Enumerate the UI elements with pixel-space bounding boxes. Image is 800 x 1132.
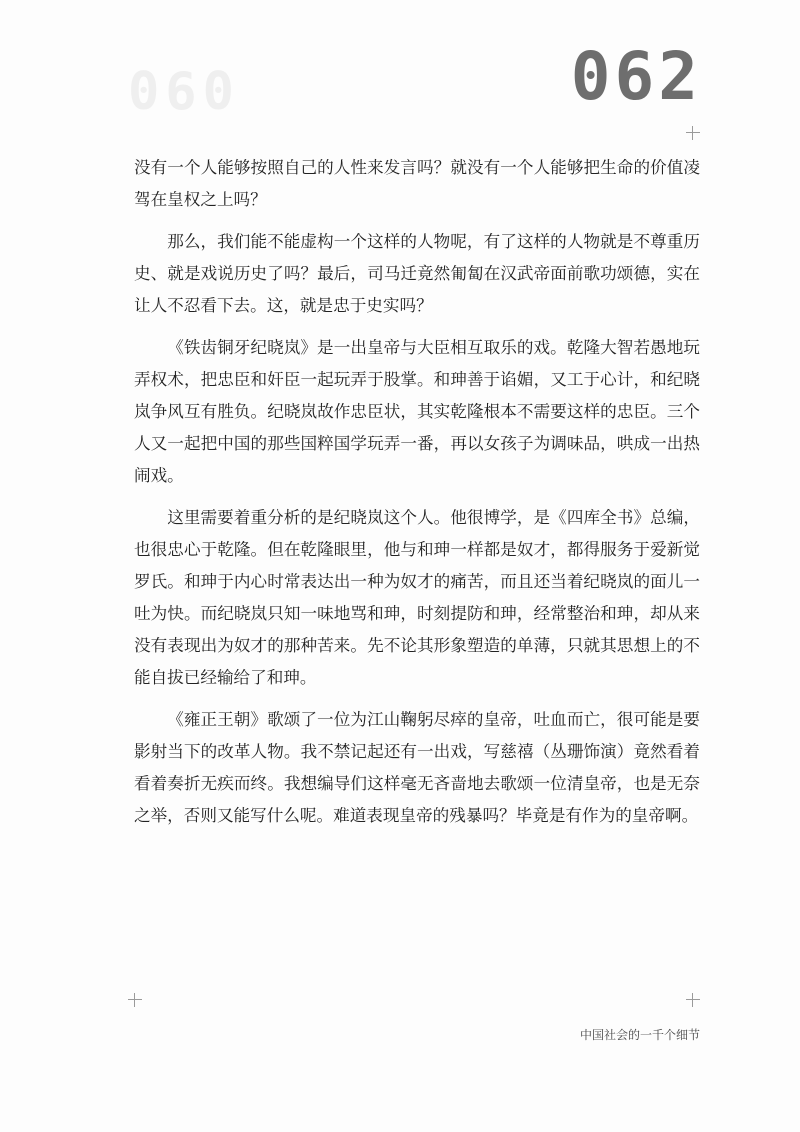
page-number: 062 (570, 38, 702, 115)
running-footer-book-title: 中国社会的一千个细节 (579, 1028, 700, 1042)
bleed-through-page-number: 060 (128, 62, 240, 122)
crop-mark-bottom-left (128, 993, 142, 1007)
paragraph: 这里需要着重分析的是纪晓岚这个人。他很博学，是《四库全书》总编，也很忠心于乾隆。但在乾隆眼里，他与和珅一样都是奴才，都得服务于爱新觉罗氏。和珅于内心时常表达出一种为奴才的痛苦，而且还当着纪晓岚的面儿一吐为快。而纪晓岚只知一味地骂和珅，时刻提防和珅，经常整治和珅，却从来没有表现出为奴才的那种苦来。先不论其形象塑造的单薄，只就其思想上的不能自拔已经输给了和珅。 (134, 508, 700, 687)
paragraph: 《雍正王朝》歌颂了一位为江山鞠躬尽瘁的皇帝，吐血而亡，很可能是要影射当下的改革人物。我不禁记起还有一出戏，写慈禧（丛珊饰演）竟然看着看着奏折无疾而终。我想编导们这样毫无吝啬地去歌颂一位清皇帝，也是无奈之举，否则又能写什么呢。难道表现皇帝的残暴吗？毕竟是有作为的皇帝啊。 (134, 710, 700, 825)
paragraph: 《铁齿铜牙纪晓岚》是一出皇帝与大臣相互取乐的戏。乾隆大智若愚地玩弄权术，把忠臣和奸臣一起玩弄于股掌。和珅善于谄媚，又工于心计，和纪晓岚争风互有胜负。纪晓岚故作忠臣状，其实乾隆根本不需要这样的忠臣。三个人又一起把中国的那些国粹国学玩弄一番，再以女孩子为调味品，哄成一出热闹戏。 (134, 338, 700, 485)
paragraph: 没有一个人能够按照自己的人性来发言吗？就没有一个人能够把生命的价值凌驾在皇权之上吗？ (134, 158, 700, 209)
crop-mark-top-right (686, 126, 700, 140)
crop-mark-bottom-right (686, 993, 700, 1007)
paragraph: 那么，我们能不能虚构一个这样的人物呢，有了这样的人物就是不尊重历史、就是戏说历史了吗？最后，司马迁竟然匍匐在汉武帝面前歌功颂德，实在让人不忍看下去。这，就是忠于史实吗？ (134, 232, 700, 315)
body-text (134, 152, 700, 842)
